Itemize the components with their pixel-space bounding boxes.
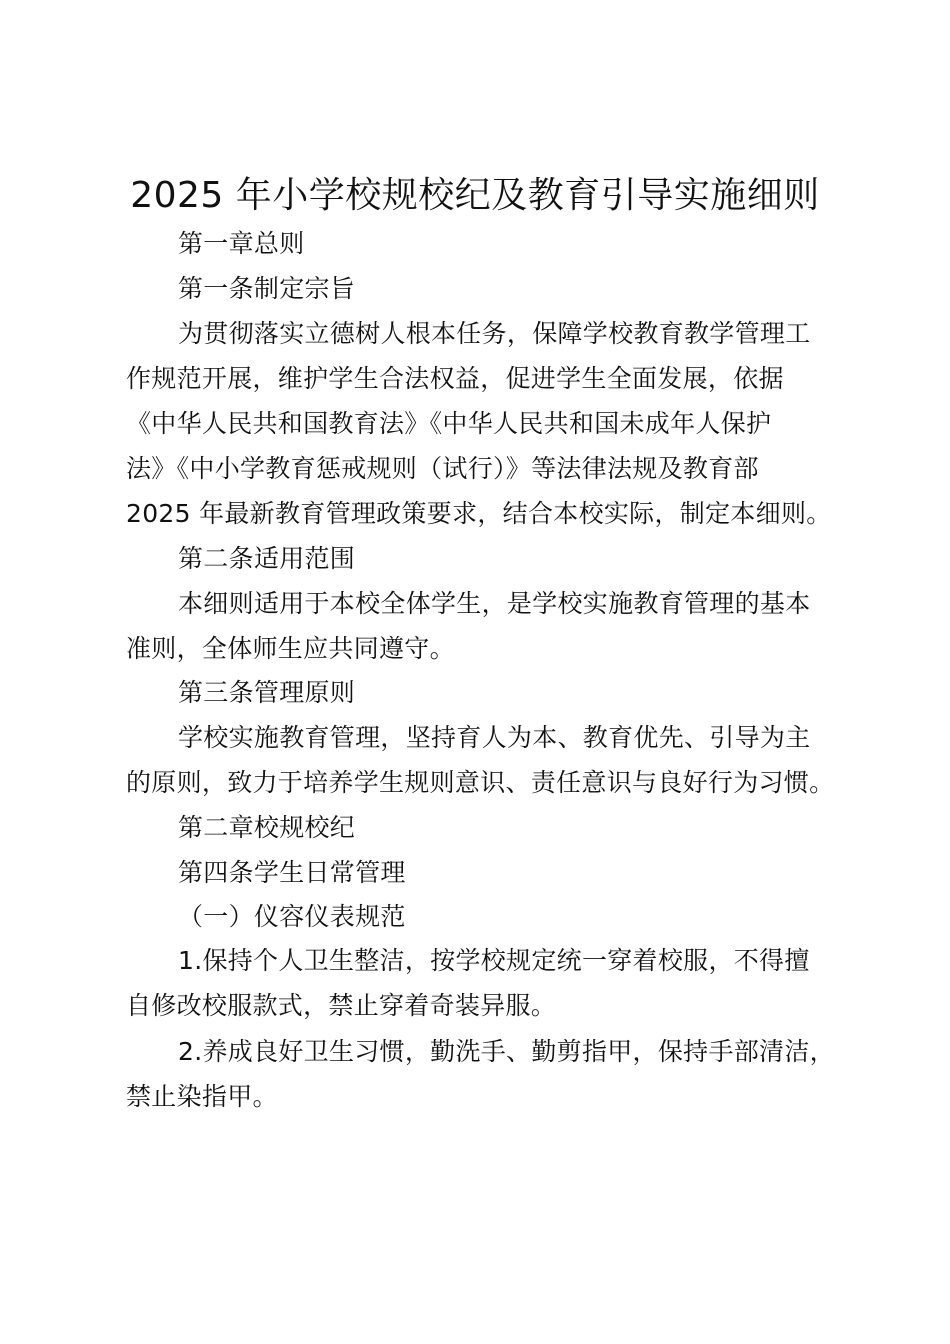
chapter-heading: 第二章校规校纪 [178,813,356,842]
article-heading: 第一条制定宗旨 [178,274,356,303]
paragraph-line: 《中华人民共和国教育法》《中华人民共和国未成年人保护 [126,409,772,438]
chapter-heading: 第一章总则 [178,229,305,258]
paragraph-line: 学校实施教育管理，坚持育人为本、教育优先、引导为主 [178,723,811,752]
document-title: 2025 年小学校规校纪及教育引导实施细则 [130,175,820,216]
paragraph-line: 法》《中小学教育惩戒规则（试行）》等法律法规及教育部 [126,454,759,483]
list-item-line: 1.保持个人卫生整洁，按学校规定统一穿着校服，不得擅 [178,946,810,975]
list-item-line: 禁止染指甲。 [126,1082,278,1111]
article-heading: 第二条适用范围 [178,544,356,573]
list-item-line: 自修改校服款式，禁止穿着奇装异服。 [126,991,557,1020]
list-item-line: 2.养成良好卫生习惯，勤洗手、勤剪指甲，保持手部清洁， [178,1037,835,1066]
paragraph-line: 本细则适用于本校全体学生，是学校实施教育管理的基本 [178,589,811,618]
article-heading: 第四条学生日常管理 [178,858,406,887]
article-heading: 第三条管理原则 [178,678,356,707]
paragraph-line: 为贯彻落实立德树人根本任务，保障学校教育教学管理工 [178,319,811,348]
section-heading: （一）仪容仪表规范 [178,902,406,931]
paragraph-line: 2025 年最新教育管理政策要求，结合本校实际，制定本细则。 [126,499,832,528]
paragraph-line: 作规范开展，维护学生合法权益，促进学生全面发展，依据 [126,364,784,393]
paragraph-line: 的原则，致力于培养学生规则意识、责任意识与良好行为习惯。 [126,768,835,797]
paragraph-line: 准则，全体师生应共同遵守。 [126,634,455,663]
